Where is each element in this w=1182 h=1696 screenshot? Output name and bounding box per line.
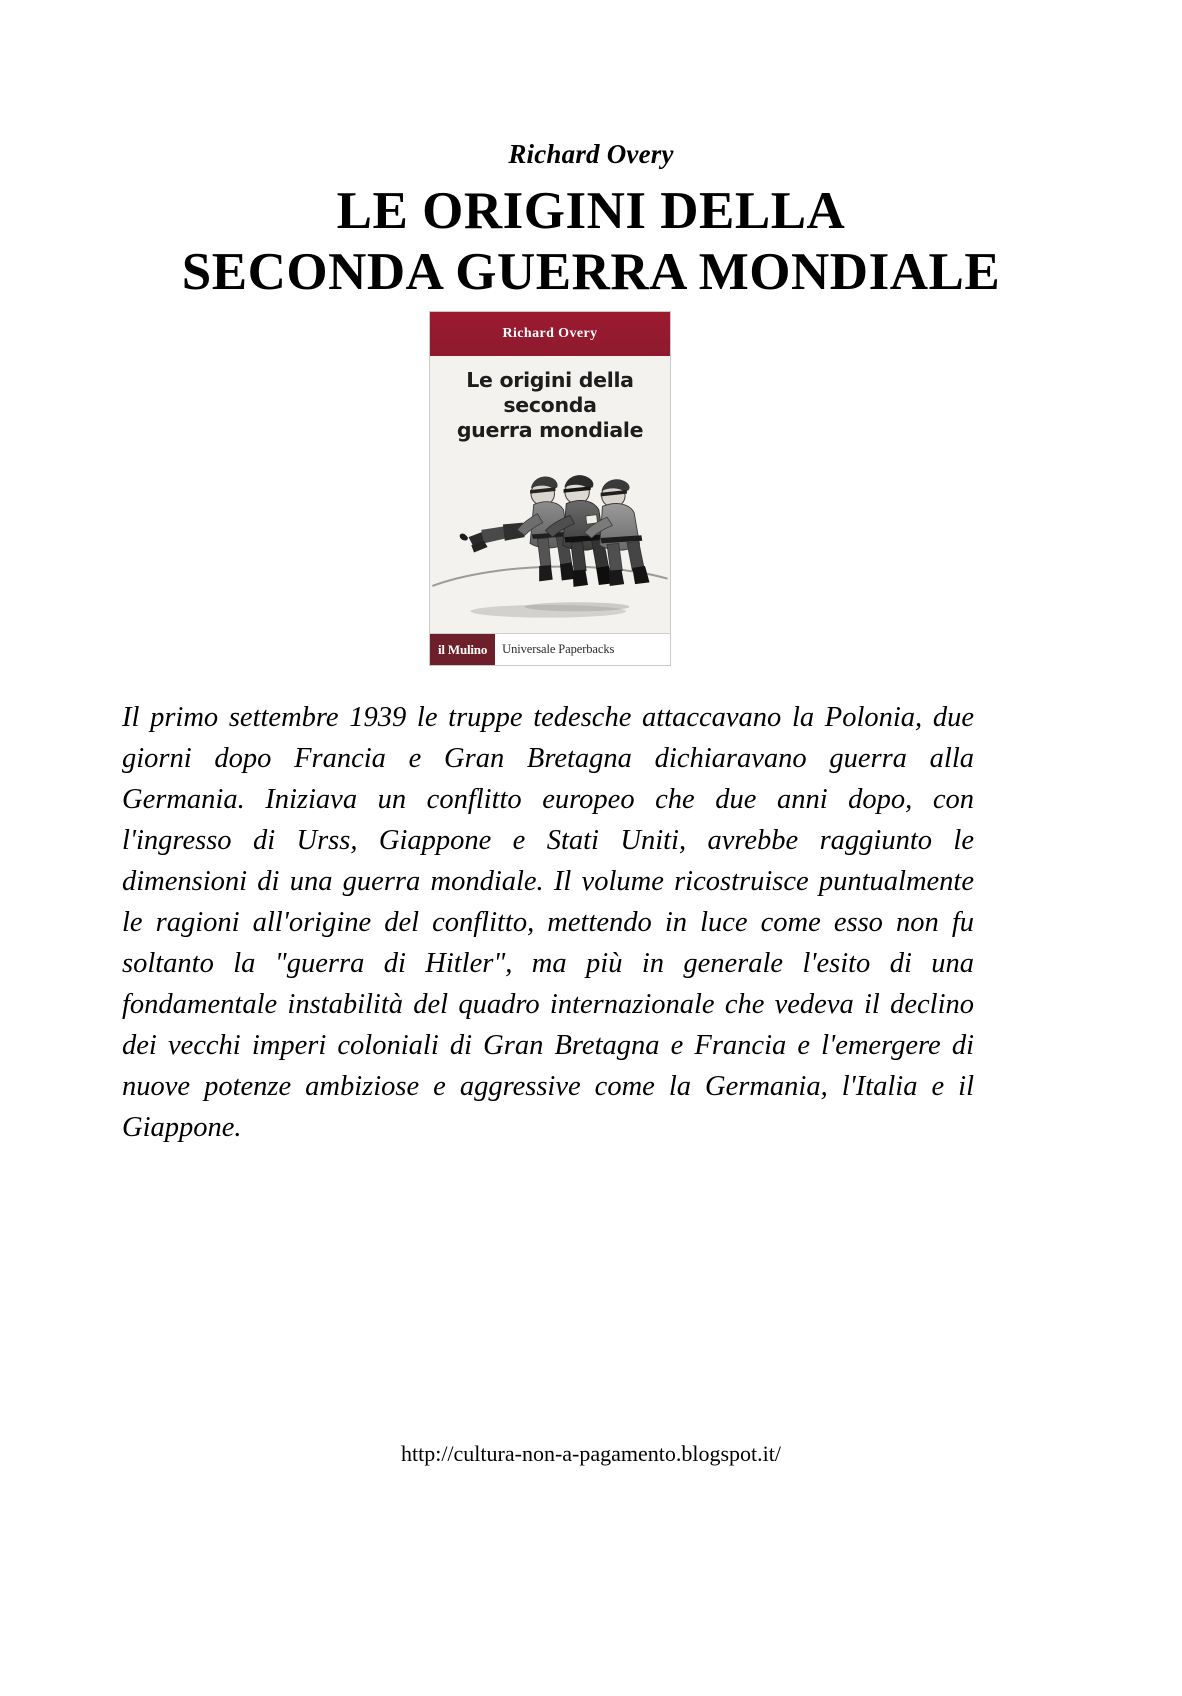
book-cover xyxy=(430,312,670,665)
book-cover-image xyxy=(429,311,671,666)
cover-artwork xyxy=(430,443,670,633)
cover-title-line-1: Le origini della seconda xyxy=(466,368,634,417)
book-blurb xyxy=(122,697,974,1148)
cover-publisher-bar xyxy=(430,633,670,665)
cover-title xyxy=(430,356,670,443)
page-title-line-2: SECONDA GUERRA MONDIALE xyxy=(181,243,1001,301)
cover-author-band xyxy=(430,312,670,356)
document-author: Richard Overy xyxy=(508,139,674,169)
cover-title-line-2: guerra mondiale xyxy=(456,418,644,442)
page-title-line-1: LE ORIGINI DELLA xyxy=(336,182,846,240)
page-header xyxy=(0,138,1182,304)
publisher-logo: il Mulino xyxy=(430,634,495,665)
page-footer xyxy=(0,1440,1182,1468)
blurb-text: Il primo settembre 1939 le truppe tedesche attaccavano la Polonia, due giorni dopo Francia e Gran Bretagna dichiaravano guerra alla Germania. Iniziava un conflitto europeo che due anni dopo, con l'ingresso di Urss, Giappone e Stati Uniti, avrebbe raggiunto le dimensioni di una guerra mondiale. Il volume ricostruisce puntualmente le ragioni all'origine del conflitto, mettendo in luce come esso non fu soltanto la "guerra di Hitler", ma più in generale l'esito di una fondamentale instabilità del quadro internazionale che vedeva il declino dei vecchi imperi coloniali di Gran Bretagna e Francia e l'emergere di nuove potenze ambiziose e aggressive come la Germania, l'Italia e il Giappone. xyxy=(122,702,974,1143)
publisher-series-label: Universale Paperbacks xyxy=(502,642,615,656)
source-url: http://cultura-non-a-pagamento.blogspot.it/ xyxy=(400,1441,782,1466)
cover-author-label: Richard Overy xyxy=(502,326,598,341)
